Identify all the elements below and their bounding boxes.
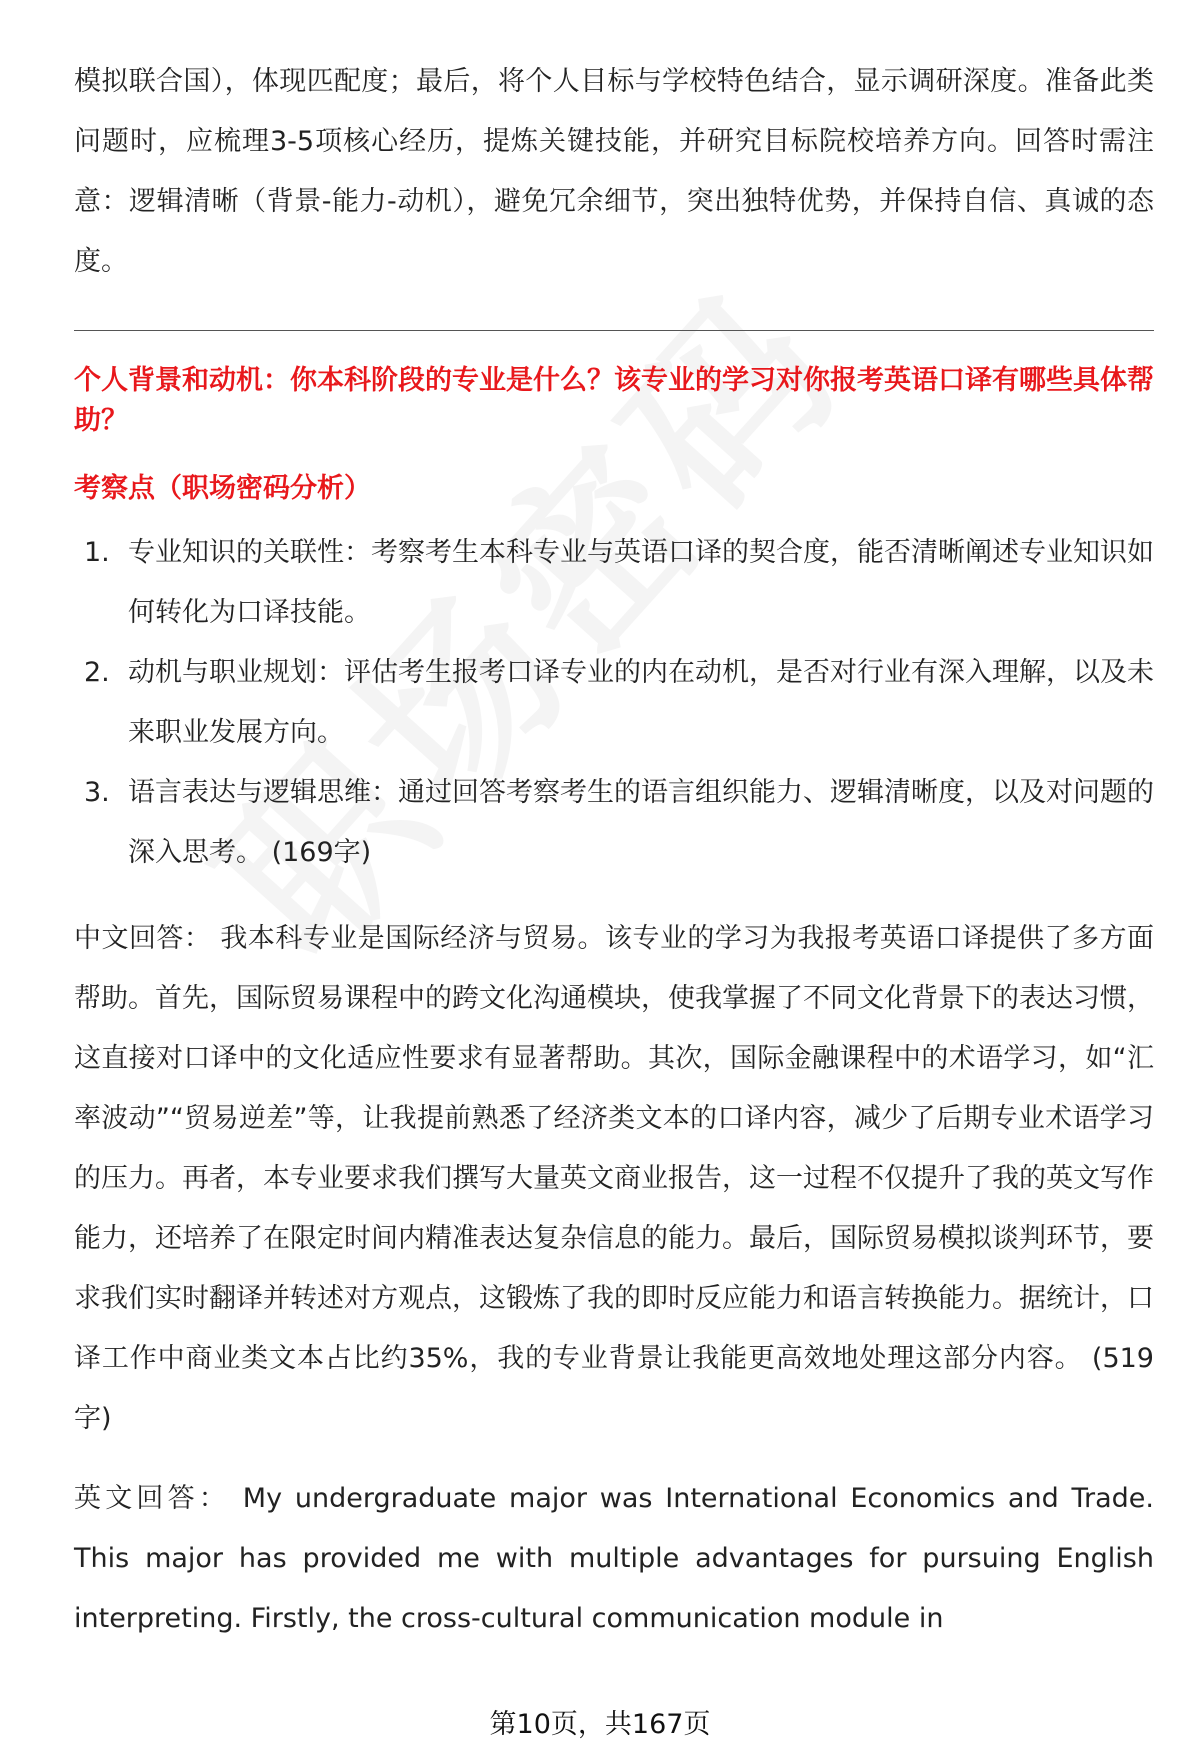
point-number: 2. — [84, 657, 110, 688]
examination-point-3 — [74, 763, 1154, 883]
page-number-footer: 第10页，共167页 — [489, 1709, 711, 1740]
document-page — [74, 52, 1154, 1649]
point-number: 3. — [84, 777, 110, 808]
examination-point-1 — [74, 523, 1154, 643]
chinese-answer-paragraph: 中文回答： 我本科专业是国际经济与贸易。该专业的学习为我报考英语口译提供了多方面帮助。首先，国际贸易课程中的跨文化沟通模块，使我掌握了不同文化背景下的表达习惯，这直接对口译中的文化适应性要求有显著帮助。其次，国际金融课程中的术语学习，如“汇率波动”“贸易逆差”等，让我提前熟悉了经济类文本的口译内容，减少了后期专业术语学习的压力。再者，本专业要求我们撰写大量英文商业报告，这一过程不仅提升了我的英文写作能力，还培养了在限定时间内精准表达复杂信息的能力。最后，国际贸易模拟谈判环节，要求我们实时翻译并转述对方观点，这锻炼了我的即时反应能力和语言转换能力。据统计，口译工作中商业类文本占比约35%，我的专业背景让我能更高效地处理这部分内容。 (519字) — [74, 923, 1154, 1434]
point-text: 动机与职业规划：评估考生报考口译专业的内在动机，是否对行业有深入理解，以及未来职业发展方向。 — [128, 657, 1154, 748]
examination-points-list — [74, 523, 1154, 883]
english-answer-paragraph: 英文回答： My undergraduate major was International Economics and Trade. This major has provided me with multiple advantages for pursuing English interpreting. Firstly, the cross-cultural communication module in — [74, 1483, 1154, 1634]
point-text: 专业知识的关联性：考察考生本科专业与英语口译的契合度，能否清晰阐述专业知识如何转化为口译技能。 — [128, 537, 1154, 628]
examination-points-title: 考察点（职场密码分析） — [74, 473, 371, 504]
question-heading: 个人背景和动机：你本科阶段的专业是什么？该专业的学习对你报考英语口译有哪些具体帮助？ — [74, 365, 1154, 436]
examination-point-2 — [74, 643, 1154, 763]
point-text: 语言表达与逻辑思维：通过回答考察考生的语言组织能力、逻辑清晰度，以及对问题的深入思考。 (169字) — [128, 777, 1154, 868]
point-number: 1. — [84, 537, 110, 568]
section-divider — [74, 330, 1154, 331]
intro-paragraph: 模拟联合国），体现匹配度；最后，将个人目标与学校特色结合，显示调研深度。准备此类问题时，应梳理3-5项核心经历，提炼关键技能，并研究目标院校培养方向。回答时需注意：逻辑清晰（背景-能力-动机），避免冗余细节，突出独特优势，并保持自信、真诚的态度。 — [74, 66, 1154, 277]
